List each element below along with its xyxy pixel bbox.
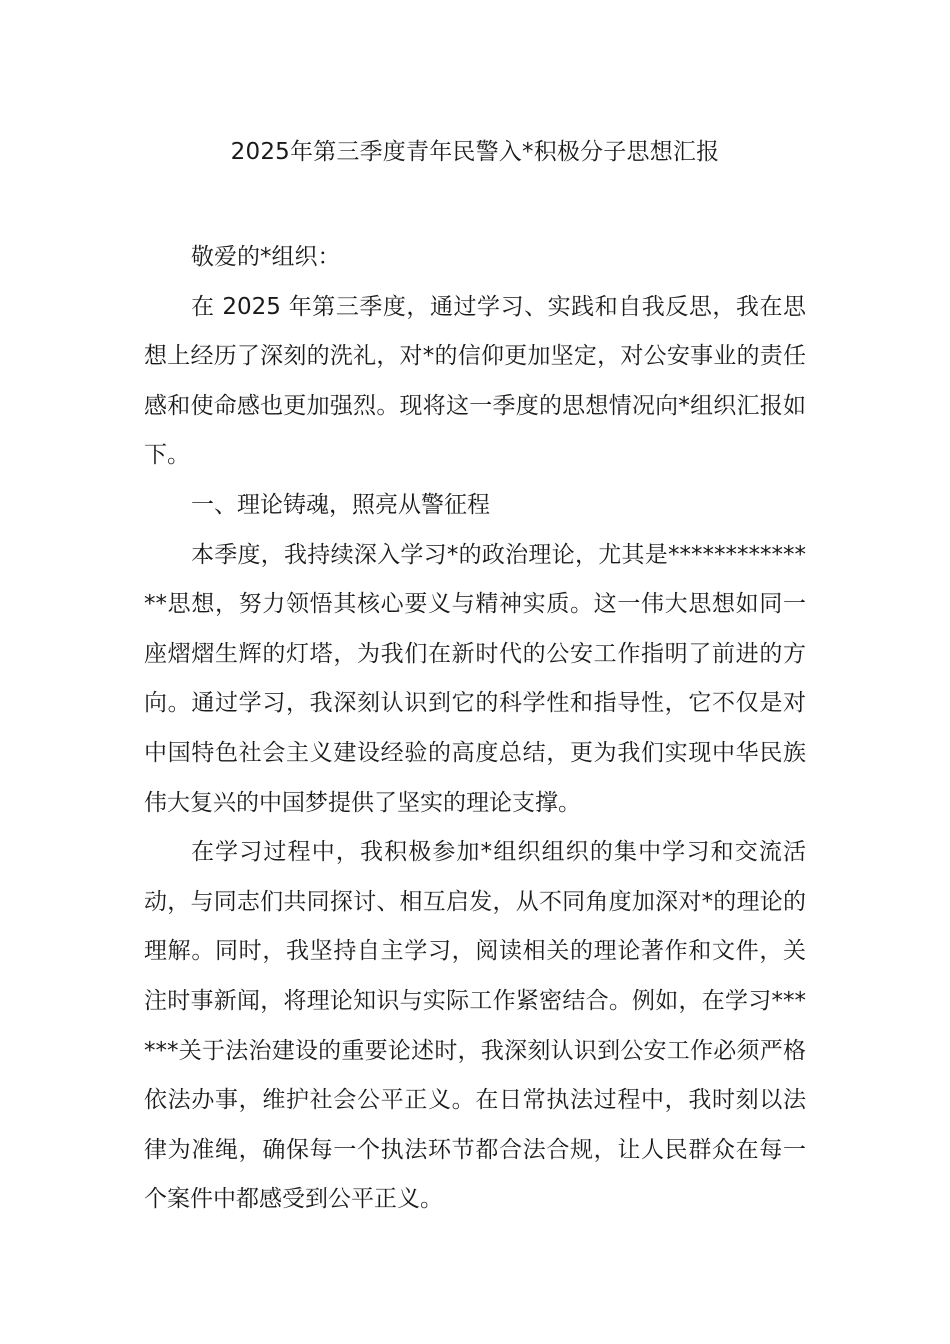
salutation: 敬爱的*组织： [191,244,341,270]
paragraph-intro: 在 2025 年第三季度，通过学习、实践和自我反思，我在思想上经历了深刻的洗礼，对*的信仰更加坚定，对公安事业的责任感和使命感也更加强烈。现将这一季度的思想情况向*组织汇报如下。 [144,293,806,469]
section-heading-1: 一、理论铸魂，照亮从警征程 [191,491,490,518]
paragraph-learning-process: 在学习过程中，我积极参加*组织组织的集中学习和交流活动，与同志们共同探讨、相互启发，从不同角度加深对*的理论的理解。同时，我坚持自主学习，阅读相关的理论著作和文件，关注时事新闻，将理论知识与实际工作紧密结合。例如，在学习******关于法治建设的重要论述时，我深刻认识到公安工作必须严格依法办事，维护社会公平正义。在日常执法过程中，我时刻以法律为准绳，确保每一个执法环节都合法合规，让人民群众在每一个案件中都感受到公平正义。 [144,839,806,1213]
document-body [144,233,806,1225]
document-title: 2025年第三季度青年民警入*积极分子思想汇报 [230,139,720,165]
paragraph-theory-study: 本季度，我持续深入学习*的政治理论，尤其是**************思想，努力领悟其核心要义与精神实质。这一伟大思想如同一座熠熠生辉的灯塔，为我们在新时代的公安工作指明了前进的方向。通过学习，我深刻认识到它的科学性和指导性，它不仅是对中国特色社会主义建设经验的高度总结，更为我们实现中华民族伟大复兴的中国梦提供了坚实的理论支撑。 [144,541,806,816]
